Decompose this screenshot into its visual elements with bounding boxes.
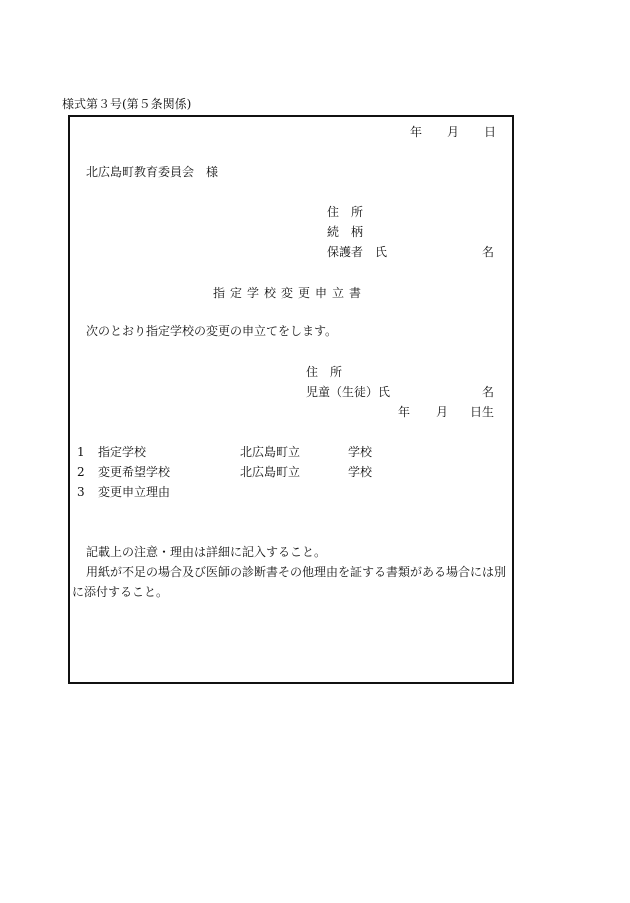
note-line-1: 記載上の注意・理由は詳細に記入すること。: [86, 545, 327, 559]
form-number-label: 様式第３号(第５条関係): [62, 97, 192, 111]
child-birth-year: 年: [398, 405, 411, 419]
guardian-relation-label: 続 柄: [327, 225, 364, 239]
note-line-2: 用紙が不足の場合及び医師の診断書その他理由を証する書類がある場合には別に添付すること。: [72, 565, 507, 599]
item-town: 北広島町立: [240, 445, 301, 459]
date-day: 日: [484, 125, 497, 139]
child-name-label: 児童（生徒）氏: [306, 385, 391, 399]
item-number: 2: [77, 465, 85, 479]
document-title: 指定学校変更申立書: [213, 286, 367, 300]
item-school-suffix: 学校: [348, 465, 373, 479]
item-town: 北広島町立: [240, 465, 301, 479]
date-month: 月: [447, 125, 460, 139]
child-birth-day: 日生: [470, 405, 495, 419]
child-address-label: 住 所: [306, 365, 343, 379]
guardian-name-label: 保護者 氏: [327, 245, 388, 259]
addressee: 北広島町教育委員会 様: [86, 165, 219, 179]
item-label: 変更申立理由: [98, 485, 171, 499]
child-birth-month: 月: [436, 405, 449, 419]
item-label: 指定学校: [98, 445, 147, 459]
item-number: 1: [77, 445, 85, 459]
intro-text: 次のとおり指定学校の変更の申立てをします。: [86, 324, 338, 338]
item-label: 変更希望学校: [98, 465, 171, 479]
guardian-name-suffix: 名: [482, 245, 495, 259]
date-year: 年: [410, 125, 423, 139]
guardian-address-label: 住 所: [327, 205, 364, 219]
child-name-suffix: 名: [482, 385, 495, 399]
item-school-suffix: 学校: [348, 445, 373, 459]
item-number: 3: [77, 485, 85, 499]
